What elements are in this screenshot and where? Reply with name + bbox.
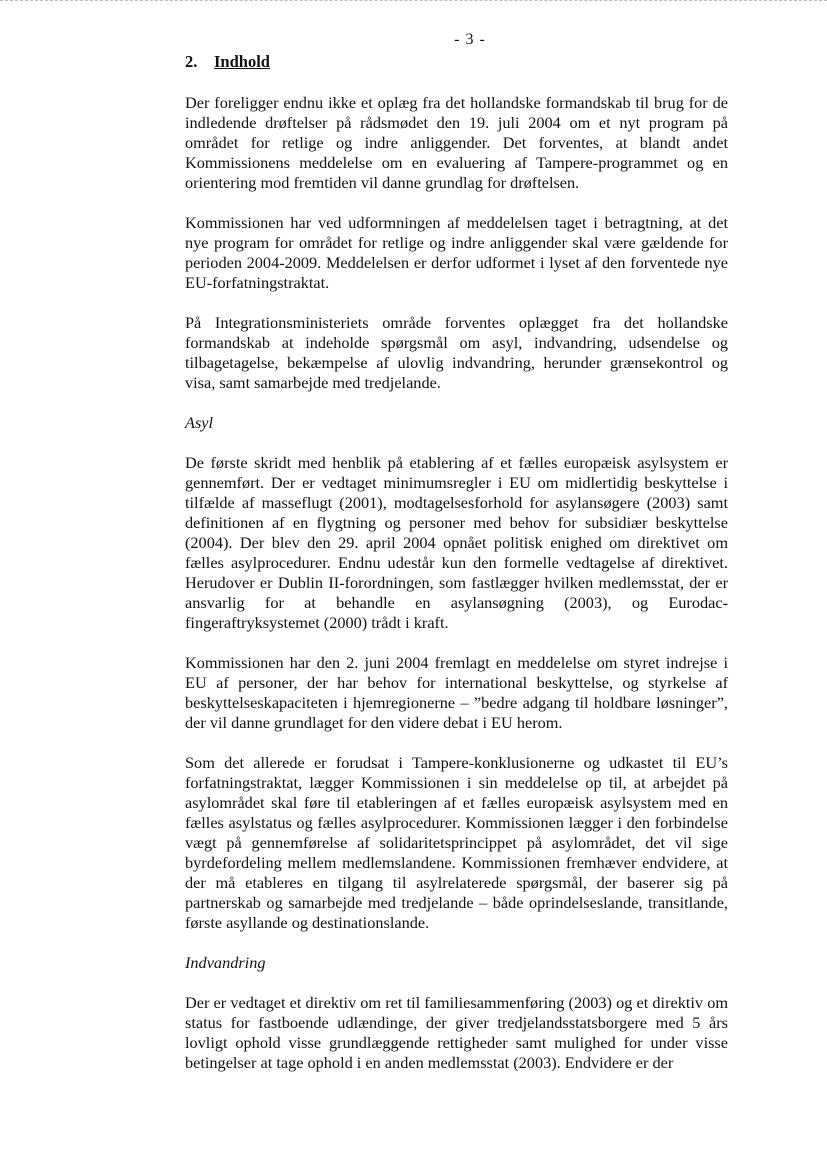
page-number: - 3 -: [454, 31, 486, 48]
paragraph-family-reunification: Der er vedtaget et direktiv om ret til familiesammenføring (2003) og et direktiv om status for fastboende udlændinge, der giver tredjelandsstatsborgere med 5 års lovligt ophold visse grundlæggende rettigheder samt mulighed for under visse betingelser at tage ophold i en anden medlemsstat (2003). Endvidere er der: [185, 993, 728, 1072]
scan-edge: [0, 0, 827, 3]
subheading-asyl: Asyl: [185, 413, 214, 432]
paragraph-common-asylum-system: Som det allerede er forudsat i Tampere-konklusionerne og udkastet til EU’s forfatningstraktat, lægger Kommissionen i sin meddelelse op til, at arbejdet på asylområdet skal føre til etableringen af et fælles europæisk asylsystem med en fælles asylstatus og fælles asylprocedurer. Kommissionen lægger i den forbindelse vægt på gennemførelse af solidaritetsprincippet på asylområdet, det vil sige byrdefordeling mellem medlemslandene. Kommissionen fremhæver endvidere, at der må etableres en tilgang til asylrelaterede spørgsmål, der baserer sig på partnerskab og samarbejde med tredjelande – både oprindelseslande, transitlande, første asyllande og destinationslande.: [185, 753, 728, 932]
document-body: [185, 52, 728, 1073]
section-title: Indhold: [214, 52, 270, 71]
paragraph-intro: Der foreligger endnu ikke et oplæg fra det hollandske formandskab til brug for de indledende drøftelser på rådsmødet den 19. juli 2004 om et nyt program på området for retlige og indre anliggender. Det forventes, at blandt andet Kommissionens meddelelse om en evaluering af Tampere-programmet og en orientering mod fremtiden vil danne grundlag for drøftelsen.: [185, 93, 728, 192]
paragraph-commission-communication: Kommissionen har den 2. juni 2004 fremlagt en meddelelse om styret indrejse i EU af personer, der har behov for international beskyttelse, og styrkelse af beskyttelseskapaciteten i hjemregionerne – ”bedre adgang til holdbare løsninger”, der vil danne grundlaget for den videre debat i EU herom.: [185, 653, 728, 732]
paragraph-asylum-first-steps: De første skridt med henblik på etablering af et fælles europæisk asylsystem er gennemført. Der er vedtaget minimumsregler i EU om midlertidig beskyttelse i tilfælde af masseflugt (2001), modtagelsesforhold for asylansøgere (2003) samt definitionen af en flygtning og personer med behov for subsidiær beskyttelse (2004). Der blev den 29. april 2004 opnået politisk enighed om direktivet om fælles asylprocedurer. Endnu udestår kun den formelle vedtagelse af direktivet. Herudover er Dublin II-forordningen, som fastlægger hvilken medlemsstat, der er ansvarlig for at behandle en asylansøgning (2003), og Eurodac-fingeraftryksystemet (2000) trådt i kraft.: [185, 453, 728, 632]
section-number: 2.: [185, 52, 198, 71]
section-heading: [185, 52, 728, 72]
paragraph-ministry-area: På Integrationsministeriets område forventes oplægget fra det hollandske formandskab at indeholde spørgsmål om asyl, indvandring, udsendelse og tilbagetagelse, bekæmpelse af ulovlig indvandring, herunder grænsekontrol og visa, samt samarbejde med tredjelande.: [185, 313, 728, 392]
subheading-indvandring: Indvandring: [185, 953, 266, 972]
paragraph-program-period: Kommissionen har ved udformningen af meddelelsen taget i betragtning, at det nye program for området for retlige og indre anliggender skal være gældende for perioden 2004-2009. Meddelelsen er derfor udformet i lyset af den forventede nye EU-forfatningstraktat.: [185, 213, 728, 292]
